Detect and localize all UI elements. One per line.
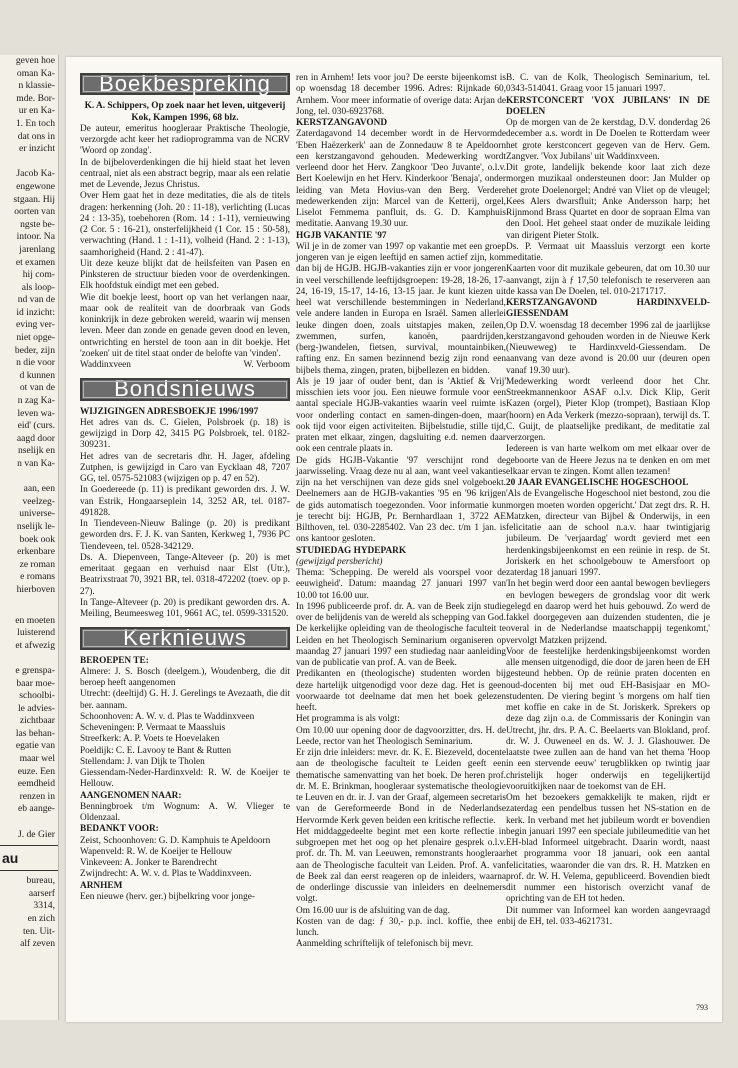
article-paragraph: Het adres van de secretaris dhr. H. Jager, afdeling Zutphen, is gewijzigd in Caro van Eycklaan 48, 7207 GG, tel. 0575-521083 (wijzigen op p. 47 en 52). xyxy=(80,451,290,484)
previous-page-line: n zag Ka- xyxy=(17,395,55,407)
article-body xyxy=(80,418,290,621)
previous-page-line: als loop- xyxy=(21,281,55,293)
magazine-page xyxy=(66,57,722,1022)
review-body xyxy=(80,124,290,360)
article-heading: STUDIEDAG HYDEPARK xyxy=(296,545,407,556)
article-heading: AANGENOMEN NAAR: xyxy=(80,790,182,801)
previous-page-line: eid' (curs. xyxy=(17,420,55,432)
article-heading: 20 JAAR EVANGELISCHE HOGESCHOOL xyxy=(506,478,689,488)
article-paragraph: Over Hem gaat het in deze meditaties, die als de titels dragen: herkenning (Joh. 20 : 11-18), verlichting (Lucas 24 : 13-35), toebehoren (Rom. 14 : 1-11), vernieuwing (2 Cor. 5 : 16-21), onsterfelijkheid (1 Cor. 15 : 50-58), verwachting (Hand. 1 : 1-11), volheid (Hand. 2 : 1-13), saamhorigheid (Hand. 2 : 41-47). xyxy=(80,191,290,258)
previous-page-line: maar wel xyxy=(19,753,55,765)
previous-page-line: renzen in xyxy=(19,790,55,802)
article-paragraph: In Tiendeveen-Nieuw Balinge (p. 20) is predikant geworden drs. F. J. K. van Santen, Kerkweg 1, 7936 PC Tiendeveen, tel. 0528-342129. xyxy=(80,519,290,552)
article-paragraph: 'In het begin werd door een aantal bewogen bevliegers en bevlogen bewegers de grondslag voor dit werk gelegd en daarop werd het huis gebouwd. Zo werd de fakkel doorgegeven aan duizenden studenten, die je overal in de Nederlandse maatschappij tegenkomt,' vervolgt Matzken prijzend. xyxy=(506,579,710,646)
previous-page-line: stgaan. Hij xyxy=(13,193,55,205)
previous-page-edge xyxy=(0,55,59,1020)
article-paragraph: Een nieuwe (herv. ger.) bijbelkring voor jonge- xyxy=(80,891,255,902)
previous-page-line: dat ons in xyxy=(17,130,55,142)
previous-page-line: nselijk le- xyxy=(16,520,55,532)
article-body xyxy=(80,667,290,791)
column-3 xyxy=(506,73,710,928)
previous-page-line: egatie van xyxy=(15,740,55,752)
previous-page-line: eving ver- xyxy=(16,319,55,331)
book-title: K. A. Schippers, Op zoek naar het leven, uitgeverij Kok, Kampen 1996, 68 blz. xyxy=(84,101,286,123)
previous-page-line: ze roman xyxy=(19,558,55,570)
article-body xyxy=(506,118,710,298)
article-paragraph: Schoonhoven: A. W. v. d. Plas te Waddinxveen xyxy=(80,711,255,722)
previous-page-line xyxy=(0,816,58,829)
previous-page-line: n van Ka- xyxy=(17,458,55,469)
article-paragraph: Wapenveld: R. W. de Koeijer te Hellouw xyxy=(80,846,233,857)
previous-page-line xyxy=(0,156,58,169)
previous-page-line: geven hoe xyxy=(15,55,55,66)
article-paragraph: De auteur, emeritus hoogleraar Praktische Theologie, verzorgde acht keer het radioprogramma van de NCRV 'Woord op zondag'. xyxy=(80,123,290,157)
article-body xyxy=(80,836,290,881)
previous-page-line: n klassie- xyxy=(18,80,55,92)
previous-page-line: eemdheid xyxy=(17,778,55,790)
previous-page-line: aan, een xyxy=(23,483,55,495)
previous-page-line: n die voor xyxy=(16,357,55,369)
article-paragraph: In de bijbeloverdenkingen die hij hield staat het leven centraal, niet als een abstract begrip, maar als een relatie met de Levende, Jezus Christus. xyxy=(80,157,290,190)
article-paragraph: Op de morgen van de 2e kerstdag, D.V. donderdag 26 december a.s. wordt in De Doelen te Rotterdam weer het grote kerstconcert gegeven van de Herv. Gem. Zangver. 'Vox Jubilans' uit Waddinxveen. xyxy=(506,118,710,162)
article-heading: KERSTZANGAVOND xyxy=(296,118,388,128)
article-paragraph: Thema: 'Schepping. De wereld als voorspel voor de eeuwigheid'. Datum: maandag 27 januari 1997 van 10.00 tot 16.00 uur. xyxy=(296,568,506,601)
previous-page-line: nselijk en xyxy=(17,445,55,457)
article-paragraph: Dit nummer van Informeel kan worden aangevraagd bij de EH, tel. 033-4621731. xyxy=(506,905,710,927)
previous-page-line: leven wa- xyxy=(17,407,55,419)
article-paragraph: Er zijn drie inleiders: mevr. dr. K. E. Biezeveld, docente aan de theologische faculteit te Leiden geeft een thematische samenvatting van het boek. De heren prof. dr. M. E. Brinkman, hoogleraar systematische theologie te Leuven en dr. ir. J. van der Graaf, algemeen secretaris van de Gereformeerde Bond in de Nederlandse Hervormde Kerk geven beiden een kritische reflectie. xyxy=(296,748,506,826)
article-paragraph: De gids HGJB-Vakantie '97 verschijnt rond de jaarwisseling. Vraag deze nu al aan, want veel vakanties zijn na het verschijnen van deze gids snel volgeboekt. Deelnemers aan de HGJB-vakanties '95 en '96 krijgen de gids automatisch toegezonden. Voor informatie kun je terecht bij: HGJB, Pr. Bernhardlaan 1, 3722 AE Bilthoven, tel. 030-2285402. Van 23 dec. t/m 1 jan. is ons kantoor gesloten. xyxy=(296,455,506,545)
article-paragraph: Benningbroek t/m Wognum: A. W. Vlieger te Oldenzaal. xyxy=(80,801,290,823)
previous-page-line: veelzeg- xyxy=(22,495,55,507)
previous-page-line: ot van de xyxy=(19,382,55,394)
article-paragraph: Streefkerk: A. P. Voets te Hoevelaken xyxy=(80,734,220,745)
article-paragraph: Zeist, Schoonhoven: G. D. Kamphuis te Apeldoorn xyxy=(80,835,271,846)
previous-page-line: e romans xyxy=(20,571,55,583)
previous-page-line: baar moe- xyxy=(16,677,55,689)
section-banner-boekbespreking: Boekbespreking xyxy=(80,73,290,95)
previous-page-heading: au xyxy=(0,845,58,871)
previous-page-line: bureau, xyxy=(26,875,55,887)
article-paragraph: Om het bezoekers gemakkelijk te maken, rijdt er zaterdag een pendelbus tussen het NS-station en de kerk. In verband met het jubileum wordt er bovendien begin januari 1997 een speciale jubileumeditie van het EH-blad Informeel uitgebracht. Daarin wordt, naast het programma voor 18 januari, ook een aantal felicitaties, waaronder die van drs. R. H. Matzken en prof. dr. W. H. Velema, gepubliceerd. Bovendien biedt dit nummer een historisch overzicht vanaf de oprichting van de EH tot heden. xyxy=(506,793,710,905)
previous-page-line: et examen xyxy=(15,256,55,268)
article-paragraph: 'Als de Evangelische Hogeschool niet bestond, zou die morgen moeten worden opgericht.' Dat zegt drs. R. H. Matzken, directeur van Bijbel & Onderwijs, in een felicitatie aan de school n.a.v. haar twintigjarig jubileum. De 'verjaardag' wordt gevierd met een herdenkingsbijeenkomst en een reünie in resp. de St. Joriskerk en het schoolgebouw te Amersfoort op zaterdag 18 januari 1997. xyxy=(506,489,710,578)
article-body xyxy=(506,321,710,479)
article-paragraph: Zaterdagavond 14 december wordt in de Hervormde 'Eben Haëzerkerk' aan de Zonnedauw 8 te Apeldoorn een kerstzangavond gehouden. Medewerking wordt verleend door het Herv. Zangkoor 'Deo Juvante', o.l.v. Bert Koelewijn en het Herv. Kinderkoor 'Benaja', onder leiding van Meta Hovius-van den Berg. Verdere medewerkenden zijn: Marcel van de Ketterij, orgel, Liselot Femmema panfluit, ds. G. D. Kamphuis meditatie. Aanvang 19.30 uur. xyxy=(296,129,506,230)
previous-page-line: id inzicht: xyxy=(16,306,55,318)
previous-page-line: ten. Uit- xyxy=(23,925,55,937)
previous-page-line: ngste be- xyxy=(20,218,55,230)
article-paragraph: B. C. van de Kolk, Theologisch Seminarium, tel. 0343-514041. Graag voor 15 januari 1997. xyxy=(506,73,710,95)
article-paragraph: In Goedereede (p. 11) is predikant geworden drs. J. W. van Estrik, Hongaarseplein 14, 3252 AR, tel. 0187-491828. xyxy=(80,485,290,518)
previous-page-line: luisterend xyxy=(17,627,55,639)
previous-page-line: 3314, xyxy=(33,900,55,912)
previous-page-line: oman Ka- xyxy=(16,67,55,79)
article-paragraph: Zwijndrecht: A. W. v. d. Plas te Waddinxveen. xyxy=(80,869,252,880)
previous-page-line: universe- xyxy=(19,508,55,520)
article-paragraph: Om 10.00 uur opening door de dagvoorzitter, drs. H. de Leede, rector van het Theologisch Seminarium. xyxy=(296,725,506,747)
article-paragraph: Almere: J. S. Bosch (deelgem.), Woudenberg, die dit beroep heeft aangenomen xyxy=(80,666,290,688)
article-paragraph: Ds. A. Diepenveen, Tange-Alteveer (p. 20) is met emeritaat gegaan en verhuisd naar Elst (Utr.), Beatrixstraat 70, 3921 BR, tel. 0318-472202 (toev. op p. 27). xyxy=(80,552,290,597)
article-paragraph: Aanmelding schriftelijk of telefonisch bij mevr. xyxy=(296,939,474,950)
article-paragraph: Predikanten en (theologische) studenten worden bij deze hartelijk uitgenodigd voor deze dag. Het is geen voorwaarde tot deelname dat men het boek gelezen heeft. xyxy=(296,669,506,713)
previous-page-line: euze. Een xyxy=(17,765,55,777)
article-paragraph: Vinkeveen: A. Jonker te Barendrecht xyxy=(80,858,218,868)
article-paragraph: Ds. P. Vermaat uit Maassluis verzorgt een korte meditatie. xyxy=(506,241,710,263)
article-paragraph: Stellendam: J. van Dijk te Tholen xyxy=(80,756,205,767)
previous-page-line: zichtbaar xyxy=(19,715,55,727)
previous-page-line xyxy=(0,471,58,484)
article-body xyxy=(506,489,710,928)
previous-page-line: engewone xyxy=(16,180,55,192)
article-paragraph: Wie dit boekje leest, hoort op van het verlangen naar, maar ook de realiteit van de doorbraak van Gods koninkrijk in deze gebroken wereld, waarin wij mensen leven. Meer dan zonde en genade geven dood en leven, ontwrichting en herstel de toon aan in dit boekje. Het 'zoeken' uit de titel staat onder de belofte van 'vinden'. xyxy=(80,292,290,359)
article-heading: KERSTCONCERT 'VOX JUBILANS' IN DE DOELEN xyxy=(506,95,710,117)
article-paragraph: Iedereen is van harte welkom om met elkaar over de geboorte van de Heere Jezus na te denken en om met elkaar ervan te zingen. Komt allen tezamen! xyxy=(506,444,710,477)
previous-page-line: Jacob Ka- xyxy=(16,168,55,180)
previous-page-line: alf zeven xyxy=(20,938,55,950)
previous-page-line: niet opge- xyxy=(16,332,55,344)
previous-page-line: eb aange- xyxy=(17,803,55,815)
previous-page-line xyxy=(0,652,58,665)
previous-page-line: hierboven xyxy=(16,583,55,595)
article-paragraph: Medewerking wordt verleend door het Chr. Streekmannenkoor ASAF o.l.v. Dick Klip, Gerit Kazen (orgel), Pieter Klop (trompet), Bastiaan Klop (hoorn) en Ada Verkerk (mezzo-sopraan), terwijl ds. T. C. Guijt, de plaatselijke predikant, de meditatie zal verzorgen. xyxy=(506,376,710,443)
previous-page-line: er inzicht xyxy=(19,143,55,155)
column-1 xyxy=(80,73,290,903)
article-paragraph: Dit grote, landelijk bekende koor laat zich deze morgen muzikaal ondersteunen door: Jan Mulder op het grote Doelenorgel; André van Vliet op de vleugel; Kees Alers dwarsfluit; Anke Andersson harp; het Rijnmond Brass Quartet en door de sopraan Elma van den Dool. Het geheel staat onder de muzikale leiding van dirigent Pieter Stolk. xyxy=(506,163,710,241)
article-paragraph: Voor de feestelijke herdenkingsbijeenkomst worden alle mensen uitgenodigd, die door de jaren heen de EH gesteund hebben. Op de reünie praten docenten en oud-docenten bij met oud EH-Basisjaar en MO-studenten. De viering begint 's morgens om half tien met koffie en cake in de St. Joriskerk. Sprekers op deze dag zijn o.a. de Commissaris der Koningin van Utrecht, jhr. drs. P. A. C. Beelaerts van Blokland, prof. dr. W. J. Ouweneel en ds. W. J. J. Glashouwer. De laatste twee zullen aan de hand van het thema 'Hoop in een stervende eeuw' terugblikken op twintig jaar christelijk hoger onderwijs en tegelijkertijd vooruitkijken naar de toekomst van de EH. xyxy=(506,646,710,792)
previous-page-line: 1. En toch xyxy=(15,117,55,129)
article-paragraph: Op D.V. woensdag 18 december 1996 zal de jaarlijkse kerstzangavond gehouden worden in de Nieuwe Kerk (Nieuweweg) te Hardinxveld-Giessendam. De aanvang van deze avond is 20.00 uur (deuren open vanaf 19.30 uur). xyxy=(506,320,710,376)
article-paragraph: Kosten van de dag: ƒ 30,- p.p. incl. koffie, thee en lunch. xyxy=(296,916,506,938)
previous-page-line: schoolbi- xyxy=(19,690,55,702)
article-heading: HGJB VAKANTIE '97 xyxy=(296,230,387,241)
previous-page-line: las behan- xyxy=(15,727,55,739)
previous-page-text-bottom xyxy=(0,875,58,951)
previous-page-line: en moeten xyxy=(15,614,55,626)
article-paragraph: Als je 19 jaar of ouder bent, dan is 'Aktief & Vrij' misschien iets voor jou. Een nieuwe formule voor een aantal speciale HGJB-vakanties waarin veel ruimte is voor onderling contact en samen-dingen-doen, maar ook tijd voor eigen activiteiten. Bijbelstudie, stille tijd, praten met elkaar, zingen, dagsluiting e.d. nemen daar ook een centrale plaats in. xyxy=(296,376,506,455)
article-paragraph: Om 16.00 uur is de afsluiting van de dag. xyxy=(296,905,450,916)
previous-page-line: jarenlang xyxy=(19,243,55,255)
article-heading: WIJZIGINGEN ADRESBOEKJE 1996/1997 xyxy=(80,406,259,417)
previous-page-line: boek ook xyxy=(19,533,55,545)
previous-page-line: le advies- xyxy=(17,702,55,714)
signature-name: W. Verboom xyxy=(243,360,290,370)
previous-page-line: et afwezig xyxy=(15,639,55,651)
section-banner-kerknieuws: Kerknieuws xyxy=(80,627,290,649)
article-paragraph: Het adres van ds. C. Gielen, Polsbroek (p. 18) is gewijzigd in Dorp 42, 3415 PG Polsbroek, tel. 0182-309231. xyxy=(80,417,290,451)
previous-page-line: d kunnen xyxy=(19,369,55,381)
previous-page-line: aagd door xyxy=(16,432,55,444)
article-paragraph: Het middaggedeelte begint met een korte reflectie in subgroepen met het oog op het plenaire gesprek o.l.v. prof. dr. Th. M. van Leeuwen, remonstrants hoogleraar aan de Theologische faculteit van Leiden. Prof. A. van de Beek zal dan eerst reageren op de inleiders, waarna de onderlinge discussie van inleiders en deelnemers volgt. xyxy=(296,826,506,905)
article-heading: BEDANKT VOOR: xyxy=(80,824,159,835)
page-number: 793 xyxy=(696,1003,708,1012)
previous-page-line: erkenbare xyxy=(17,546,55,558)
article-heading: KERSTZANGAVOND HARDINXVELD-GIESSENDAM xyxy=(506,298,710,320)
previous-page-line: nd van de xyxy=(17,294,55,306)
article-paragraph: ren in Arnhem! Iets voor jou? De eerste bijeenkomst is op woensdag 18 december 1996. Adres: Rijnkade 60, Arnhem. Voor meer informatie of overige data: Arjan de Jong, tel. 030-6923768. xyxy=(296,73,506,117)
previous-page-line: ur en Ka- xyxy=(18,105,55,117)
previous-page-line: oorten van xyxy=(14,206,55,218)
article-heading: BEROEPEN TE: xyxy=(80,655,149,666)
previous-page-line: mde. Bor- xyxy=(16,92,55,104)
article-paragraph: Giessendam-Neder-Hardinxveld: R. W. de Koeijer te Hellouw. xyxy=(80,768,290,790)
previous-page-line: e grenspa- xyxy=(15,664,55,676)
article-body xyxy=(296,568,506,951)
article-paragraph: Utrecht: (deeltijd) G. H. J. Gerelings te Avezaath, die dit ber. aannam. xyxy=(80,689,290,711)
article-paragraph: In Tange-Alteveer (p. 20) is predikant geworden drs. A. Meiling, Beumeesweg 101, 9661 AC, tel. 0599-331520. xyxy=(80,597,290,619)
previous-page-line: intoor. Na xyxy=(16,231,55,243)
review-signature xyxy=(80,360,290,371)
article-subheading: (gewijzigd persbericht) xyxy=(296,556,383,567)
article-paragraph: Scheveningen: P. Vermaat te Maassluis xyxy=(80,723,226,733)
section-banner-bondsnieuws: Bondsnieuws xyxy=(80,378,290,400)
previous-page-line: aarserf xyxy=(28,887,55,899)
column-2 xyxy=(296,73,506,951)
previous-page-line: J. de Gier xyxy=(17,828,55,840)
signature-place: Waddinxveen xyxy=(80,360,131,370)
previous-page-text-mid xyxy=(0,615,58,842)
article-heading: ARNHEM xyxy=(80,880,123,891)
previous-page-text-top xyxy=(0,55,58,597)
previous-page-line: en zich xyxy=(27,913,55,924)
previous-page-line: beder, zijn xyxy=(14,344,55,356)
article-paragraph: Uit deze keuze blijkt dat de heilsfeiten van Pasen en Pinksteren de structuur bieden voor de overdenkingen. Elk hoofdstuk eindigt met een gebed. xyxy=(80,258,290,292)
article-paragraph: In 1996 publiceerde prof. dr. A. van de Beek zijn studie over de belijdenis van de wereld als schepping van God. De kerkelijke opleiding van de theologische faculteit te Leiden en het Theologisch Seminarium organiseren op maandag 27 januari 1997 een studiedag naar aanleiding van de publicatie van prof. A. van de Beek. xyxy=(296,601,506,668)
article-paragraph: Poeldijk: C. E. Lavooy te Bant & Rutten xyxy=(80,745,232,756)
article-body xyxy=(296,242,506,546)
article-paragraph: Wil je in de zomer van 1997 op vakantie met een groep jongeren van je eigen leeftijd en samen actief zijn, kom dan bij de HGJB. HGJB-vakanties zijn er voor jongeren in veel verschillende leeftijdsgroepen: 19-28, 18-26, 17-24, 16-19, 15-17, 14-16, 13-15 jaar. Je kunt kiezen uit heel wat verschillende bestemmingen in Nederland, vele andere landen in Europa en Israël. Samen allerlei leuke dingen doen, zoals uitstapjes maken, zeilen, zwemmen, surfen, kanoën, paardrijden, (berg-)wandelen, fietsen, survival, mountainbiken, rafting enz. En samen bezinnend bezig zijn rond een bijbels thema, zingen, praten, bijbellezen en bidden. xyxy=(296,241,506,376)
article-paragraph: Het programma is als volgt: xyxy=(296,714,400,725)
article-paragraph: Kaarten voor dit muzikale gebeuren, dat om 10.30 uur aanvangt, zijn à ƒ 17,50 telefonisch te reserveren aan de kassa van De Doelen, tel. 010-2171717. xyxy=(506,264,710,297)
previous-page-line: hij com- xyxy=(22,269,55,281)
